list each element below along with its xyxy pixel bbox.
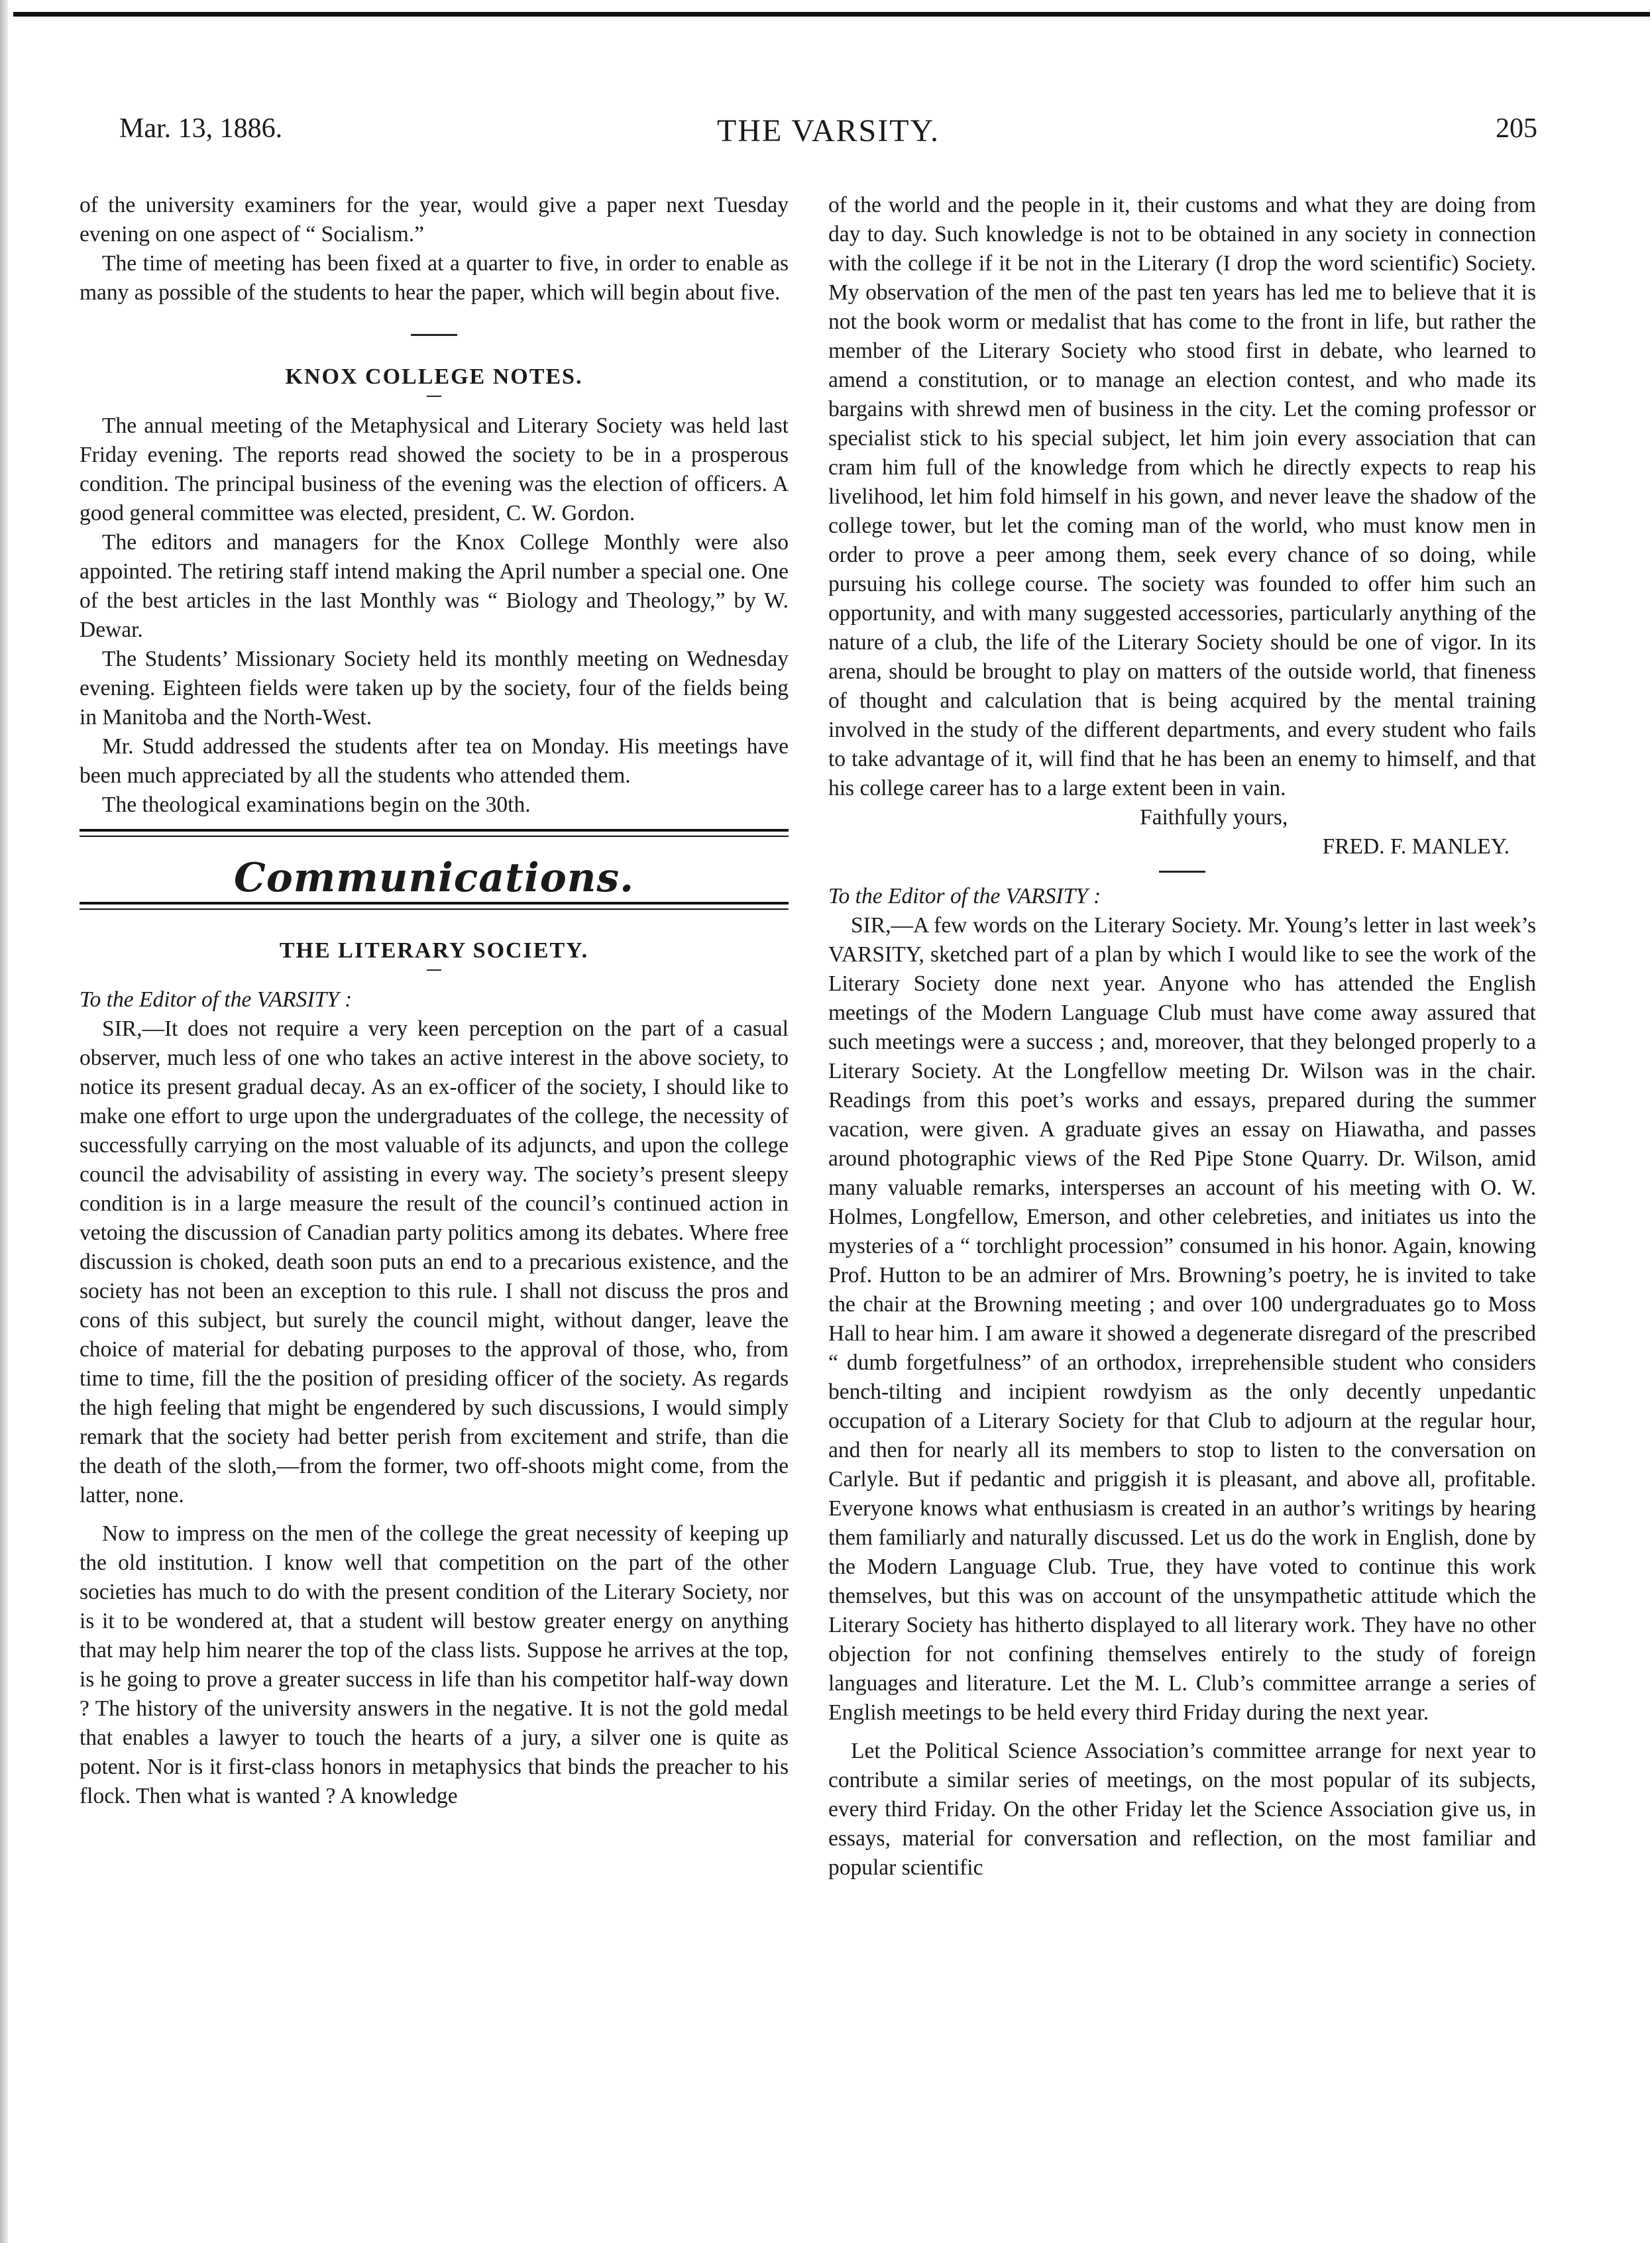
scan-edge [0, 0, 8, 2243]
knox-paragraph: Mr. Studd addressed the students after tea on Monday. His meetings have been much appreciated by all the students who attended them. [80, 734, 789, 788]
intro-paragraph-1: of the university examiners for the year, would give a paper next Tuesday evening on one aspect of “ Socialism.” [80, 193, 789, 246]
literary-society-heading: THE LITERARY SOCIETY. [279, 938, 589, 963]
closing: Faithfully yours, [1140, 805, 1288, 830]
thick-rule [80, 902, 789, 904]
letter-paragraph: Now to impress on the men of the college the great necessity of keeping up the old institution. I know well that competition on the part of the other societies has much to do with the present condition of the Literary Society, nor is it to be wondered at, that a student will bestow greater energy on anything that may help him nearer the top of the class lists. Suppose he arrives at the top, is he going to prove a greater success in life than his competitor half-way down ? The history of the university answers in the negative. It is not the gold medal that enables a lawyer to touch the hearts of a jury, a silver one is quite as potent. Nor is it first-class honors in metaphysics that binds the preacher to his flock. Then what is wanted ? A knowledge [80, 1521, 789, 1808]
knox-paragraph: The Students’ Missionary Society held its monthly meeting on Wednesday evening. Eighteen fields were taken up by the society, four of the fields being in Manitoba and the North-West. [80, 647, 789, 730]
knox-paragraph: The editors and managers for the Knox College Monthly were also appointed. The retiring staff intend making the April number a special one. One of the best articles in the last Monthly was “ Biology and Theology,” by W. Dewar. [80, 530, 789, 642]
letter-paragraph: SIR,—It does not require a very keen perception on the part of a casual observer, much less of one who takes an active interest in the above society, to notice its present gradual decay. As an ex-officer of the society, I should like to make one effort to urge upon the undergraduates of the college, the necessity of successfully carrying on the most valuable of its adjuncts, and upon the college council the advisability of assisting in every way. The society’s present sleepy condition is in a large measure the result of the council’s continued action in vetoing the discussion of Canadian party politics among its debates. Where free discussion is choked, death soon puts an end to a precarious existence, and the society has not been an exception to this rule. I shall not discuss the pros and cons of this subject, but surely the council might, without danger, leave the choice of material for debating purposes to the approval of those, who, from time to time, fill the the position of presiding officer of the society. As regards the high feeling that might be engendered by such discussions, I would simply remark that the society had better perish from excitement and strife, than die the death of the sloth,—from the former, two off-shoots might come, from the latter, none. [80, 1016, 789, 1507]
thick-rule [80, 829, 789, 832]
letter2-paragraph: Let the Political Science Association’s committee arrange for next year to contribute a similar series of meetings, on the most popular of its subjects, every third Friday. On the other Friday let the Science Association give us, in essays, material for conversation and reflection, on the most familiar and popular scientific [828, 1739, 1536, 1880]
knox-paragraph: The annual meeting of the Metaphysical and Literary Society was held last Friday evening. The reports read showed the society to be in a prosperous condition. The principal business of the evening was the election of officers. A good general committee was elected, president, C. W. Gordon. [80, 413, 789, 525]
heading-dash [427, 396, 441, 397]
masthead-title: THE VARSITY. [716, 113, 940, 148]
issue-date: Mar. 13, 1886. [119, 113, 283, 144]
salutation: To the Editor of the VARSITY : [80, 987, 353, 1012]
salutation-2: To the Editor of the VARSITY : [828, 884, 1101, 908]
signature: FRED. F. MANLEY. [1322, 834, 1510, 859]
heading-dash [427, 969, 441, 971]
page-number: 205 [1496, 113, 1537, 144]
letter2-paragraph: SIR,—A few words on the Literary Society. Mr. Young’s letter in last week’s VARSITY, sketched part of a plan by which I would like to see the work of the Literary Society done next year. Anyone who has attended the English meetings of the Modern Language Club must have come away assured that such meetings were a success ; and, moreover, that they belonged properly to a Literary Society. At the Longfellow meeting Dr. Wilson was in the chair. Readings from this poet’s works and essays, prepared during the summer vacation, were given. A graduate gives an essay on Hiawatha, and passes around photographic views of the Red Pipe Stone Quarry. Dr. Wilson, amid many valuable remarks, intersperses an account of his meeting with O. W. Holmes, Longfellow, Emerson, and other celebreties, and initiates us into the mysteries of a “ torchlight procession” consumed in his honor. Again, knowing Prof. Hutton to be an admirer of Mrs. Browning’s poetry, he is invited to take the chair at the Browning meeting ; and over 100 undergraduates go to Moss Hall to hear him. I am aware it showed a degenerate disregard of the prescribed “ dumb forgetfulness” of an orthodox, irreprehensible student who considers bench-tilting and incipient rowdyism as the only decently unpedantic occupation of a Literary Society for that Club to adjourn at the regular hour, and then for nearly all its members to stop to listen to the conversation on Carlyle. But if pedantic and priggish it is pleasant, and above all, profitable. Everyone knows what enthusiasm is created in an author’s writings by hearing them familiarly and naturally discussed. Let us do the work in English, done by the Modern Language Club. True, they have voted to continue this work themselves, but this was on account of the unsympathetic attitude which the Literary Society has hitherto displayed to all literary work. They have no other objection for not confining themselves entirely to the study of foreign languages and literature. Let the M. L. Club’s committee arrange a series of English meetings to be held every third Friday during the next year. [828, 913, 1536, 1725]
top-rule [13, 12, 1650, 17]
intro-paragraph-2: The time of meeting has been fixed at a quarter to five, in order to enable as many as possible of the students to hear the paper, which will begin about five. [80, 251, 789, 305]
page-header [119, 113, 1537, 152]
communications-heading: Communications. [233, 855, 634, 901]
knox-paragraph: The theological examinations begin on the 30th. [102, 793, 531, 817]
continuation-paragraph: of the world and the people in it, their customs and what they are doing from day to day. Such knowledge is not to be obtained in any society in connection with the college if it be not in the Literary (I drop the word scientific) Society. My observation of the men of the past ten years has led me to believe that it is not the book worm or medalist that has come to the front in life, but rather the member of the Literary Society who stood first in debate, who learned to amend a constitution, or to manage an election contest, and who made its bargains with shrewd men of business in the city. Let the coming professor or specialist stick to his special subject, let him join every association that can cram him full of the knowledge from which he directly expects to reap his livelihood, let him fold himself in his gown, and never leave the shadow of the college tower, but let the coming man of the world, who must know men in order to prove a peer among them, seek every chance of so doing, while pursuing his college course. The society was founded to offer him such an opportunity, and with many suggested accessories, particularly anything of the nature of a club, the life of the Literary Society should be one of vigor. In its arena, should be brought to play on matters of the outside world, that fineness of thought and calculation that is being acquired by the mental training involved in the study of the different departments, and every student who fails to take advantage of it, will find that he has been an enemy to himself, and that his college career has to a large extent been in vain. [828, 193, 1536, 800]
knox-heading: KNOX COLLEGE NOTES. [285, 364, 583, 389]
right-column [828, 191, 1536, 1883]
left-column [80, 191, 789, 1811]
